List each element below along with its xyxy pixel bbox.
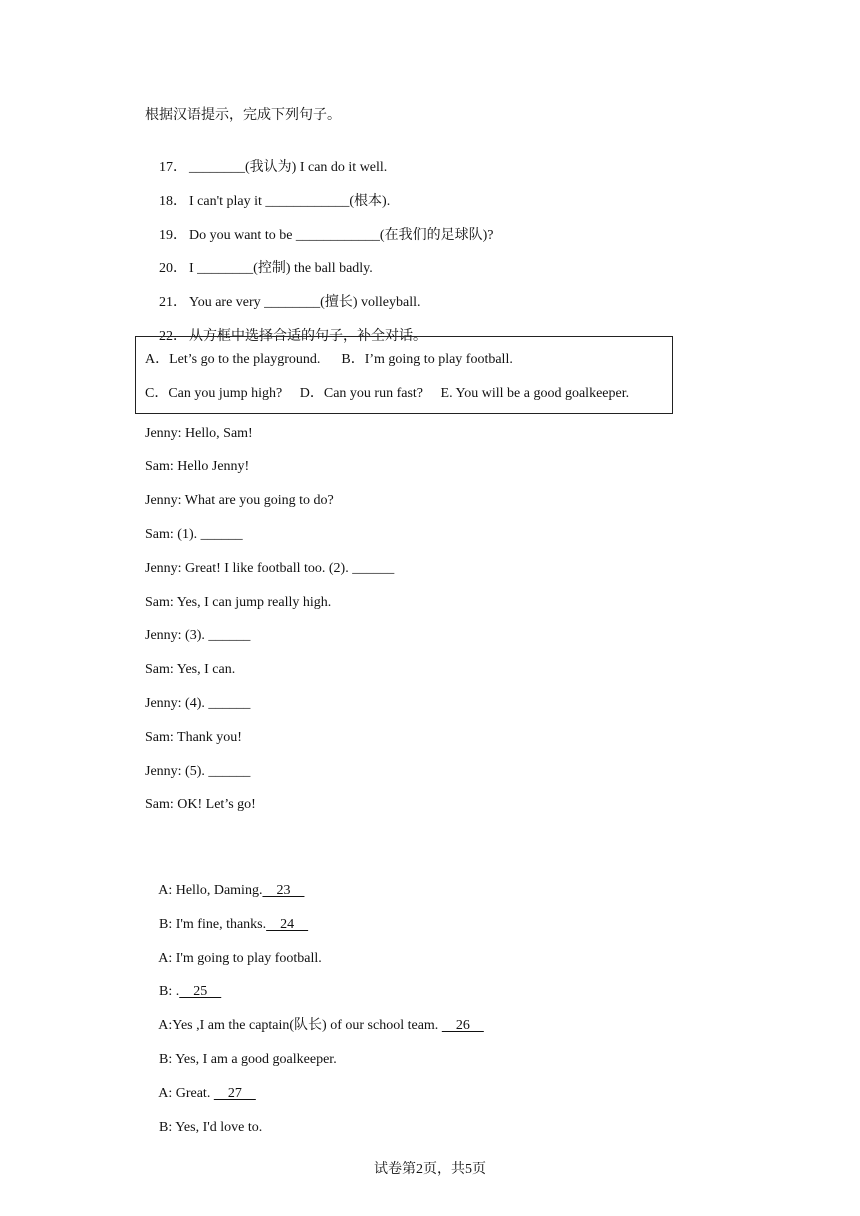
page-footer: 试卷第2页，共5页: [374, 1162, 486, 1177]
question-text: ________(我认为) I can do it well.: [189, 160, 388, 175]
dialog1-line: Sam: Yes, I can jump really high.: [145, 595, 332, 610]
dialog2-text: A:Yes ,I am the captain(队长) of our school team.: [158, 1018, 442, 1033]
dialog1-line: Sam: Yes, I can.: [145, 662, 236, 677]
dialog1-line: Sam: OK! Let’s go!: [145, 797, 256, 812]
dialog2-text: B: Yes, I'd love to.: [159, 1120, 263, 1135]
instruction-text: 根据汉语提示，完成下列句子。: [145, 108, 341, 123]
options-line-2: C．Can you jump high? D．Can you run fast? E. You will be a good goalkeeper.: [145, 386, 630, 401]
dialog1-line: Jenny: Great! I like football too. (2). ______: [145, 561, 395, 576]
answer-blank-26: 26: [441, 1018, 484, 1033]
dialog2-text: A: I'm going to play football.: [158, 951, 322, 966]
dialog2-text: A: Great.: [158, 1086, 214, 1101]
dialog1-line: Sam: Hello Jenny!: [145, 459, 250, 474]
options-line-1: A．Let’s go to the playground. B．I’m going to play football.: [145, 352, 513, 367]
dialog2-text: B: Yes, I am a good goalkeeper.: [159, 1052, 337, 1067]
question-number: 21．: [159, 295, 187, 310]
dialog1-line: Jenny: Hello, Sam!: [145, 426, 253, 441]
dialog1-line: Sam: (1). ______: [145, 527, 243, 542]
question-number: 19．: [159, 228, 187, 243]
answer-blank-27: 27: [213, 1086, 256, 1101]
question-text: I can't play it ____________(根本).: [189, 194, 391, 209]
answer-blank-24: 24: [266, 917, 309, 932]
dialog1-line: Jenny: (4). ______: [145, 696, 251, 711]
dialog1-line: Jenny: (5). ______: [145, 764, 251, 779]
options-box: [135, 336, 673, 414]
question-number: 20．: [159, 261, 187, 276]
answer-blank-23: 23: [262, 883, 305, 898]
question-number: 18．: [159, 194, 187, 209]
question-text: You are very ________(擅长) volleyball.: [189, 295, 421, 310]
dialog1-line: Sam: Thank you!: [145, 730, 242, 745]
dialog1-line: Jenny: (3). ______: [145, 628, 251, 643]
dialog2-text: B: I'm fine, thanks.: [159, 917, 267, 932]
dialog1-line: Jenny: What are you going to do?: [145, 493, 334, 508]
dialog2-line: [145, 1101, 262, 1155]
dialog2-text: A: Hello, Daming.: [158, 883, 263, 898]
dialog2-text: B: .: [159, 984, 180, 999]
question-text: I ________(控制) the ball badly.: [189, 261, 373, 276]
answer-blank-25: 25: [179, 984, 222, 999]
question-number: 22．: [159, 329, 187, 344]
question-number: 17．: [159, 160, 187, 175]
question-text: Do you want to be ____________(在我们的足球队)?: [189, 228, 494, 243]
question-text: 从方框中选择合适的句子，补全对话。: [189, 329, 427, 344]
